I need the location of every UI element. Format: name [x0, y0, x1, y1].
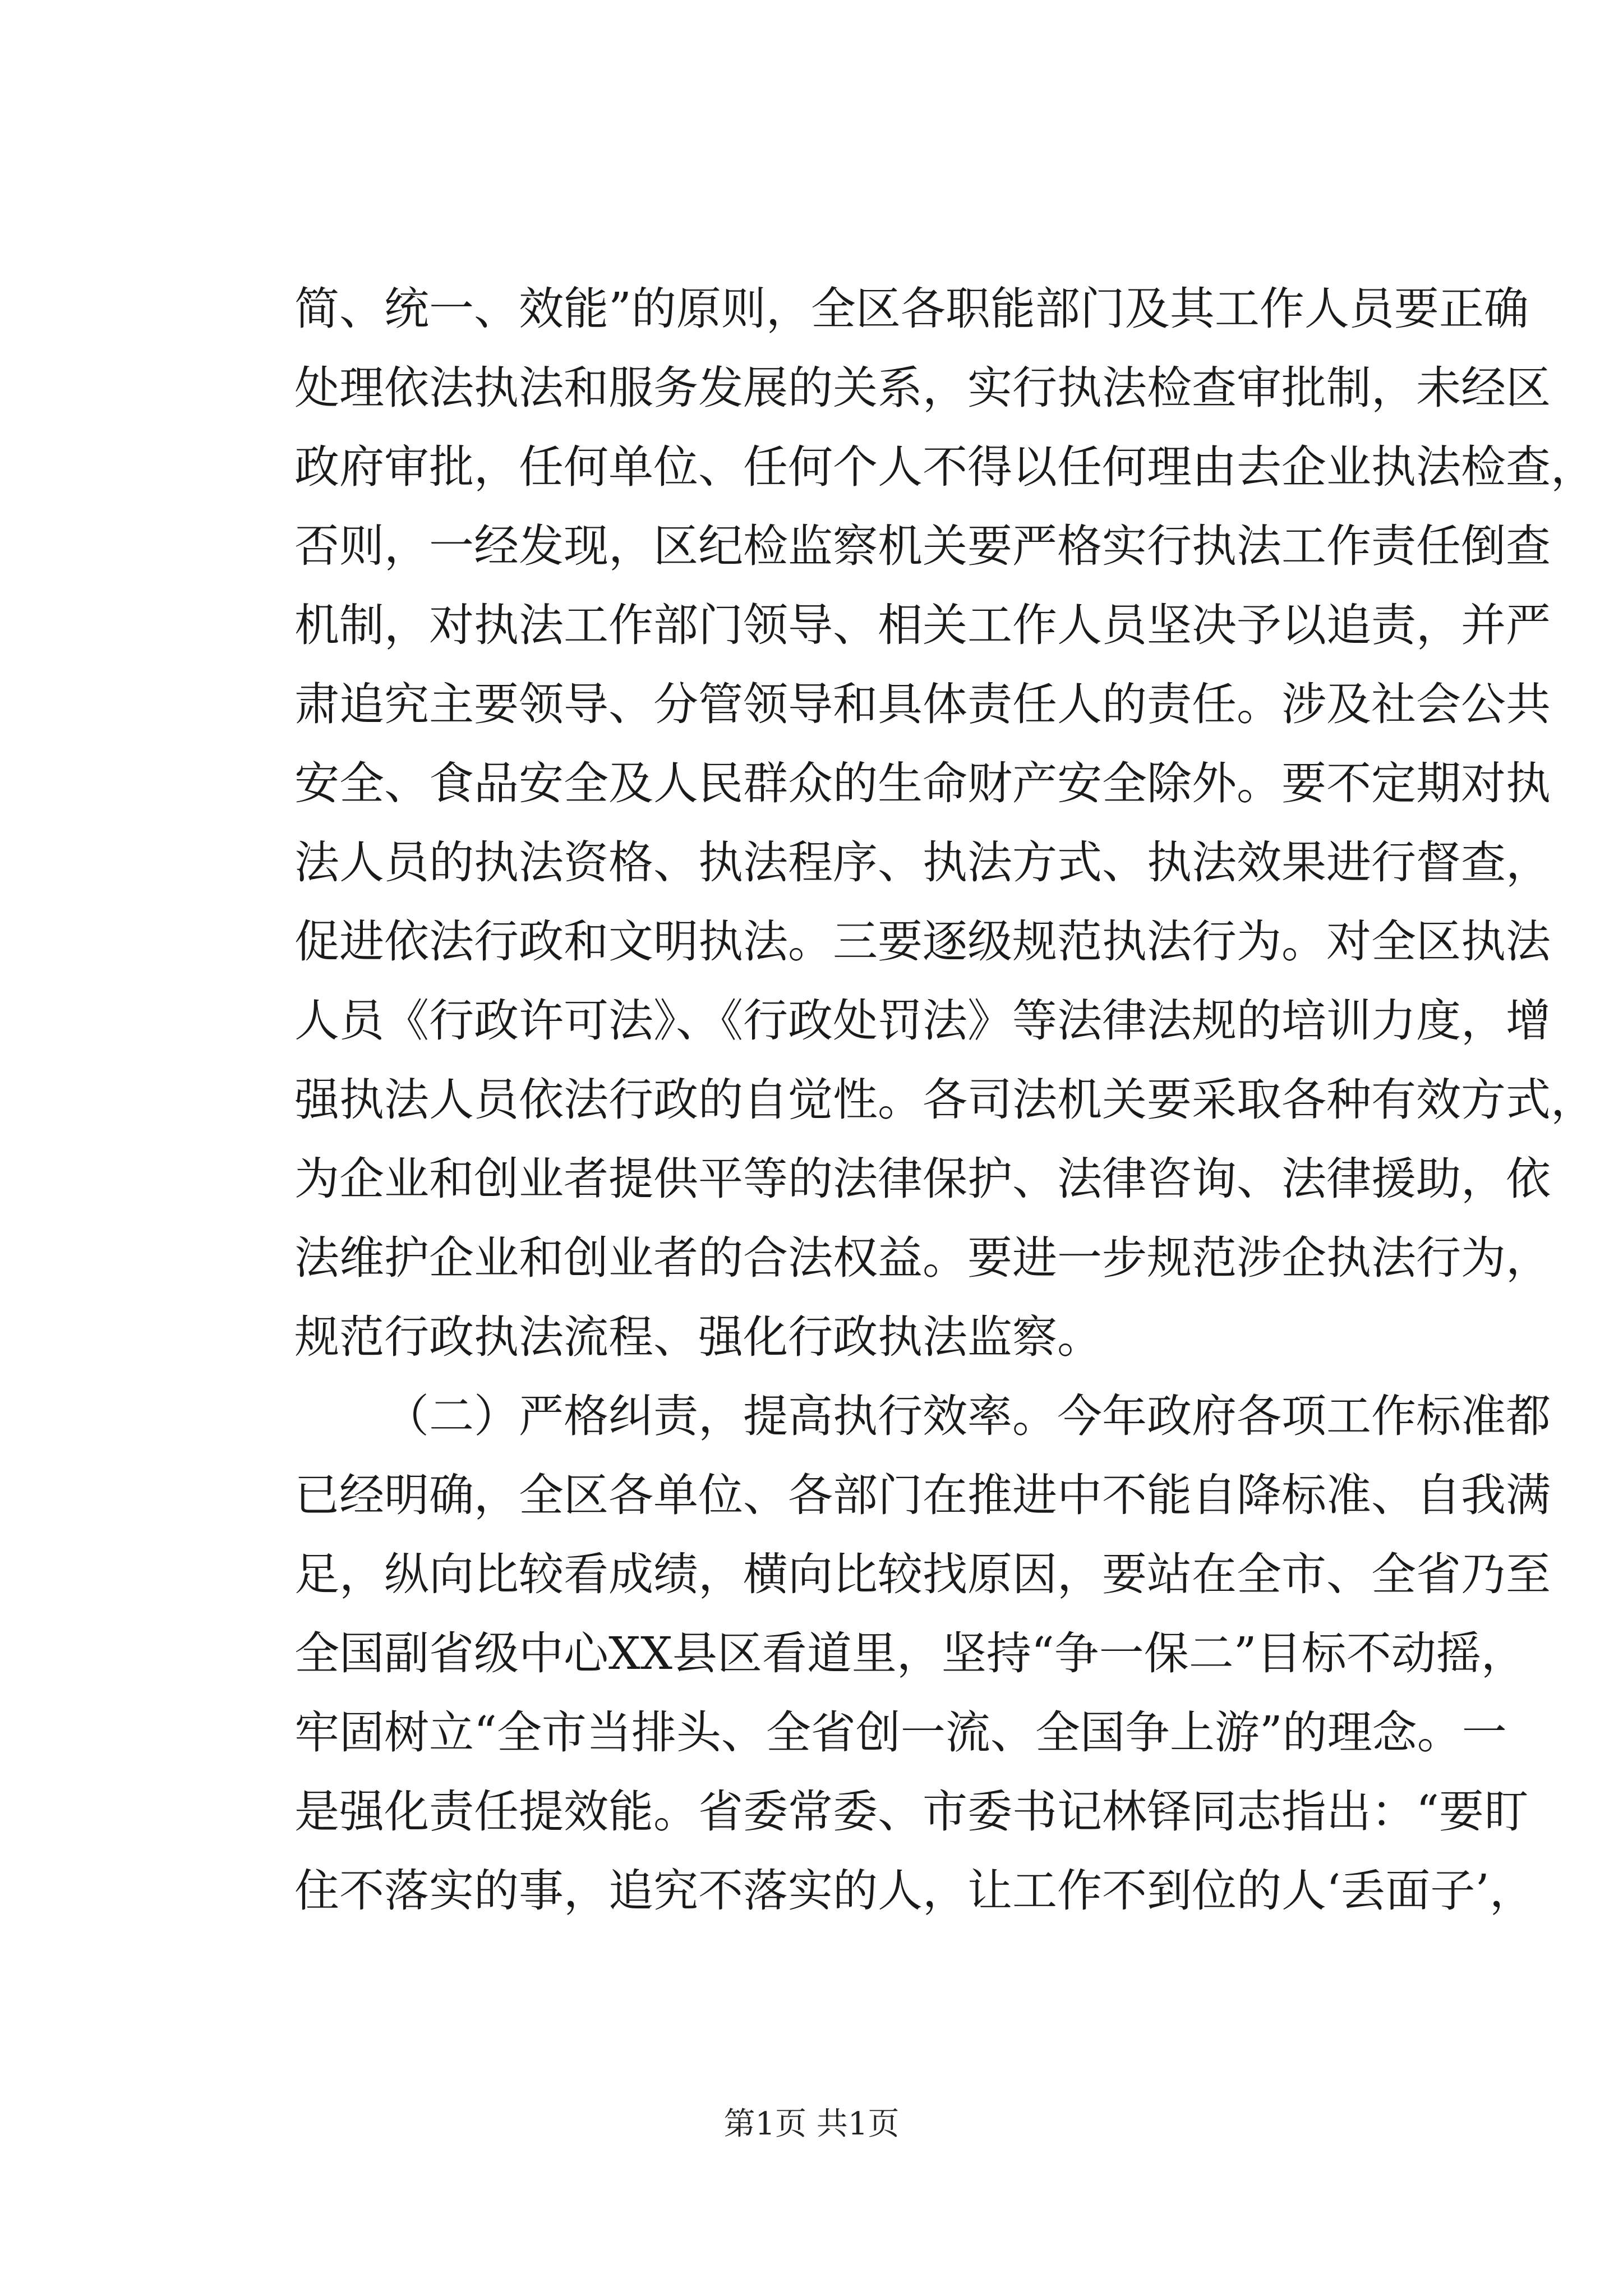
text-line: 住不落实的事，追究不落实的人，让工作不到位的人‘丢面子’，: [294, 1865, 1534, 1917]
text-line: 简、统一、效能”的原则，全区各职能部门及其工作人员要正确: [294, 283, 1529, 335]
text-line: 全国副省级中心XX县区看道里，坚持“争一保二”目标不动摇，: [294, 1627, 1526, 1680]
text-line: 否则，一经发现，区纪检监察机关要严格实行执法工作责任倒查: [294, 520, 1551, 572]
text-line: 处理依法执法和服务发展的关系，实行执法检查审批制，未经区: [294, 362, 1551, 414]
paragraph-first-line: （二）严格纠责，提高执行效率。今年政府各项工作标准都: [384, 1390, 1551, 1442]
text-line: 人员《行政许可法》、《行政处罚法》等法律法规的培训力度，增: [294, 995, 1551, 1047]
text-line: 安全、食品安全及人民群众的生命财产安全除外。要不定期对执: [294, 757, 1551, 809]
text-line: 规范行政执法流程、强化行政执法监察。: [294, 1311, 1102, 1363]
text-line: 法人员的执法资格、执法程序、执法方式、执法效果进行督查，: [294, 836, 1551, 889]
text-line: 机制，对执法工作部门领导、相关工作人员坚决予以追责，并严: [294, 599, 1551, 651]
text-line: 强执法人员依法行政的自觉性。各司法机关要采取各种有效方式，: [294, 1074, 1596, 1126]
text-line: 政府审批，任何单位、任何个人不得以任何理由去企业执法检查，: [294, 441, 1596, 493]
text-line: 为企业和创业者提供平等的法律保护、法律咨询、法律援助，依: [294, 1153, 1551, 1205]
text-line: 已经明确，全区各单位、各部门在推进中不能自降标准、自我满: [294, 1469, 1551, 1521]
page-number: 第1页 共1页: [723, 2106, 900, 2142]
text-line: 肃追究主要领导、分管领导和具体责任人的责任。涉及社会公共: [294, 678, 1551, 730]
text-line: 是强化责任提效能。省委常委、市委书记林铎同志指出：“要盯: [294, 1786, 1529, 1838]
text-line: 法维护企业和创业者的合法权益。要进一步规范涉企执法行为，: [294, 1232, 1551, 1284]
text-line: 促进依法行政和文明执法。三要逐级规范执法行为。对全区执法: [294, 915, 1551, 968]
page-footer: [0, 2105, 1623, 2144]
body-text: [294, 269, 1596, 1930]
text-line: 足，纵向比较看成绩，横向比较找原因，要站在全市、全省乃至: [294, 1548, 1551, 1600]
text-line: 牢固树立“全市当排头、全省创一流、全国争上游”的理念。一: [294, 1706, 1507, 1759]
